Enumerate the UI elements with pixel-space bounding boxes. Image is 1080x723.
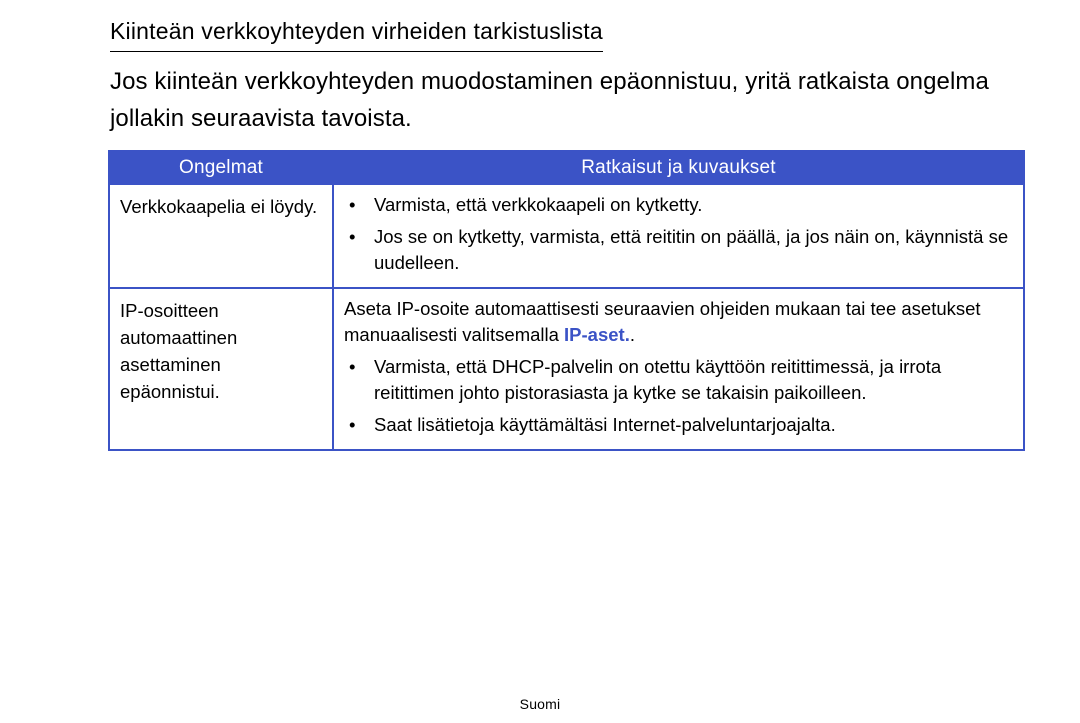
solution-item [344, 296, 1015, 348]
bullet-icon: • [349, 194, 356, 215]
problem-cell: Verkkokaapelia ei löydy. [109, 184, 333, 288]
table-header-problems: Ongelmat [109, 151, 333, 184]
solution-text: Jos se on kytketty, varmista, että reititin on päällä, ja jos näin on, käynnistä se uudelleen. [374, 226, 1009, 273]
intro-line-2: jollakin seuraavista tavoista. [110, 105, 412, 132]
solution-text-after: . [629, 324, 635, 345]
intro-paragraph [110, 63, 1080, 137]
bullet-icon: • [349, 226, 356, 247]
solution-text: Varmista, että verkkokaapeli on kytketty. [374, 194, 703, 215]
page-footer-language: Suomi [519, 696, 561, 712]
table-row-network-cable [109, 184, 1024, 288]
solutions-cell [333, 288, 1024, 450]
table-row-ip-address [109, 288, 1024, 450]
solution-text: Varmista, että DHCP-palvelin on otettu käyttöön reitittimessä, ja irrota reitittimen johto pistorasiasta ja kytke se takaisin paikoilleen. [374, 356, 942, 403]
solution-text: Saat lisätietoja käyttämältäsi Internet-palveluntarjoajalta. [374, 414, 836, 435]
solution-item [344, 412, 1015, 438]
problem-cell: IP-osoitteen automaattinen asettaminen epäonnistui. [109, 288, 333, 450]
page-title: Kiinteän verkkoyhteyden virheiden tarkistuslista [110, 18, 603, 52]
ip-settings-menu-ref: IP-aset. [564, 324, 630, 345]
solution-item [344, 192, 1015, 218]
table-header-solutions: Ratkaisut ja kuvaukset [333, 151, 1024, 184]
solution-text-before: Aseta IP-osoite automaattisesti seuraavien ohjeiden mukaan tai tee asetukset manuaalisesti valitsemalla [344, 298, 981, 345]
troubleshooting-table [108, 150, 1025, 451]
bullet-icon: • [349, 414, 356, 435]
solution-text [344, 296, 1015, 348]
table-header-row [109, 151, 1024, 184]
manual-page [0, 18, 1080, 723]
solution-item [344, 354, 1015, 406]
solutions-cell [333, 184, 1024, 288]
solution-item [344, 224, 1015, 276]
bullet-icon: • [349, 356, 356, 377]
intro-line-1: Jos kiinteän verkkoyhteyden muodostaminen epäonnistuu, yritä ratkaista ongelma [110, 68, 989, 95]
